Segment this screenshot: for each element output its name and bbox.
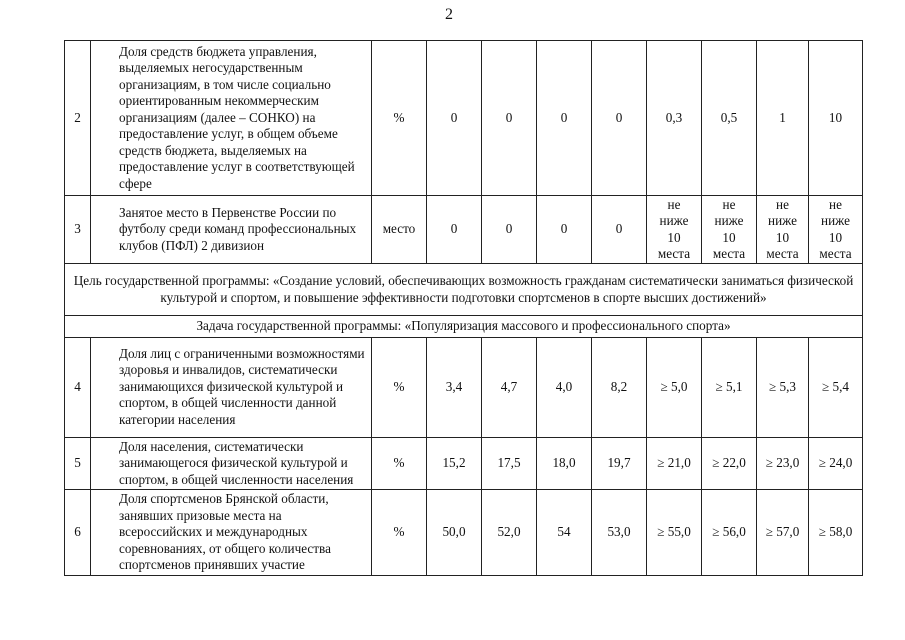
value-cell: 1 [757,41,809,196]
value-cell: 0 [427,196,482,264]
value-cell: ≥ 22,0 [702,437,757,490]
indicator-name: Доля средств бюджета управления, выделяемых негосударственным организациям, в том числе социально ориентированным некоммерческим организациям (далее – СОНКО) на предоставление услуг, в общем объеме средств бюджета, выделяемых на предоставление услуг в соответствующей сфере [91,41,372,196]
table-row [65,41,863,196]
row-number: 4 [65,337,91,437]
unit-cell: % [372,490,427,576]
value-cell: не ниже 10 места [647,196,702,264]
value-cell: ≥ 58,0 [809,490,863,576]
value-cell: не ниже 10 места [757,196,809,264]
value-cell: ≥ 5,4 [809,337,863,437]
row-number: 6 [65,490,91,576]
table-row [65,337,863,437]
value-cell: 17,5 [482,437,537,490]
indicator-name: Доля населения, систематически занимающегося физической культурой и спортом, в общей численности населения [91,437,372,490]
indicator-name: Доля спортсменов Брянской области, занявших призовые места на всероссийских и международных соревнованиях, от общего количества спортсменов принявших участие [91,490,372,576]
unit-cell: % [372,337,427,437]
value-cell: 0 [537,196,592,264]
indicators-table [64,40,863,576]
value-cell: ≥ 21,0 [647,437,702,490]
table-row [65,490,863,576]
value-cell: 0 [537,41,592,196]
unit-cell: % [372,437,427,490]
value-cell: ≥ 23,0 [757,437,809,490]
indicator-name: Занятое место в Первенстве России по футболу среди команд профессиональных клубов (ПФЛ) 2 дивизион [91,196,372,264]
value-cell: ≥ 24,0 [809,437,863,490]
value-cell: 0,5 [702,41,757,196]
value-cell: 52,0 [482,490,537,576]
value-cell: 53,0 [592,490,647,576]
value-cell: 19,7 [592,437,647,490]
value-cell: 0 [427,41,482,196]
value-cell: ≥ 5,3 [757,337,809,437]
value-cell: 0 [592,41,647,196]
value-cell: 50,0 [427,490,482,576]
value-cell: ≥ 57,0 [757,490,809,576]
value-cell: 0 [482,41,537,196]
value-cell: 3,4 [427,337,482,437]
value-cell: 18,0 [537,437,592,490]
value-cell: 15,2 [427,437,482,490]
task-row [65,316,863,338]
value-cell: ≥ 5,0 [647,337,702,437]
value-cell: 8,2 [592,337,647,437]
goal-row [65,264,863,316]
value-cell: 4,7 [482,337,537,437]
value-cell: ≥ 5,1 [702,337,757,437]
value-cell: 0 [592,196,647,264]
table-row [65,437,863,490]
program-goal: Цель государственной программы: «Создание условий, обеспечивающих возможность гражданам систематически заниматься физической культурой и спортом, и повышение эффективности подготовки спортсменов в спорте высших достижений» [65,264,863,316]
value-cell: ≥ 56,0 [702,490,757,576]
row-number: 3 [65,196,91,264]
unit-cell: % [372,41,427,196]
row-number: 2 [65,41,91,196]
program-task: Задача государственной программы: «Популяризация массового и профессионального спорта» [65,316,863,338]
value-cell: ≥ 55,0 [647,490,702,576]
value-cell: не ниже 10 места [809,196,863,264]
indicator-name: Доля лиц с ограниченными возможностями здоровья и инвалидов, систематически занимающихся физической культурой и спортом, в общей численности данной категории населения [91,337,372,437]
page-number: 2 [445,6,453,23]
row-number: 5 [65,437,91,490]
value-cell: 4,0 [537,337,592,437]
value-cell: 0 [482,196,537,264]
value-cell: 54 [537,490,592,576]
value-cell: не ниже 10 места [702,196,757,264]
value-cell: 0,3 [647,41,702,196]
table-row [65,196,863,264]
unit-cell: место [372,196,427,264]
value-cell: 10 [809,41,863,196]
